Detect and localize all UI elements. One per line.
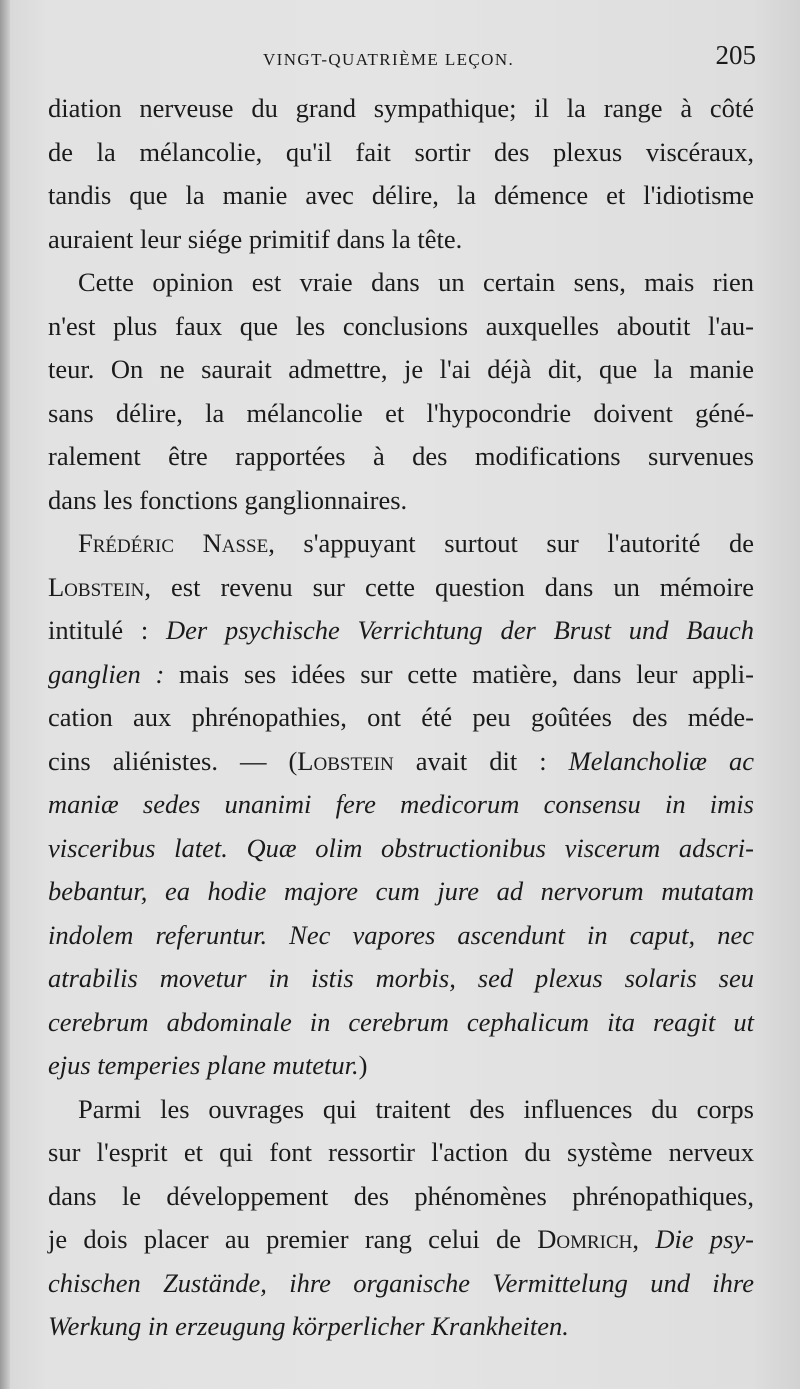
text-run: cins aliénistes. — ( [48, 745, 298, 776]
text-run: avait dit : [393, 745, 569, 776]
text-line [48, 435, 754, 479]
text-run: diation nerveuse du grand sympathique; il la range à côté [48, 93, 754, 123]
text-line [48, 305, 754, 349]
text-line [48, 174, 754, 218]
italic-text: indolem referuntur. Nec vapores ascendunt in caput, nec [48, 919, 754, 950]
text-line [48, 1262, 754, 1306]
italic-text: cerebrum abdominale in cerebrum cephalicum ita reagit ut [48, 1006, 754, 1037]
italic-text: visceribus latet. Quæ olim obstructionibus viscerum adscri- [48, 832, 754, 863]
running-title: VINGT-QUATRIÈME LEÇON. [263, 50, 515, 69]
text-line [48, 783, 754, 827]
text-line [48, 609, 754, 653]
text-line [48, 566, 754, 610]
text-line [48, 218, 754, 262]
text-run: sans délire, la mélancolie et l'hypocondrie doivent géné- [48, 397, 754, 428]
italic-text: Die psy- [655, 1224, 755, 1254]
text-line [48, 914, 754, 958]
running-head [48, 38, 756, 78]
text-line [48, 870, 754, 914]
text-run: mais ses idées sur cette matière, dans leur appli- [164, 658, 754, 689]
text-line [48, 261, 754, 305]
text-line [48, 827, 754, 871]
text-line [48, 1044, 754, 1088]
text-run: dans les fonctions ganglionnaires. [48, 484, 408, 515]
text-run: tandis que la manie avec délire, la démence et l'idiotisme [48, 180, 754, 210]
text-run: , s'appuyant surtout sur l'autorité de [268, 528, 755, 558]
text-run: intitulé : [48, 615, 166, 645]
text-line [48, 1131, 754, 1175]
author-name: Lobstein [297, 745, 394, 776]
text-line [48, 479, 754, 523]
text-line [48, 696, 754, 740]
text-line [48, 653, 754, 697]
text-line [48, 392, 754, 436]
author-name: Frédéric Nasse [78, 528, 269, 558]
body-text [48, 87, 754, 1349]
italic-text: ganglien : [48, 658, 165, 689]
text-line [48, 522, 754, 566]
text-run: ) [358, 1050, 368, 1080]
text-run: je dois placer au premier rang celui de [48, 1224, 538, 1254]
text-line [48, 1218, 754, 1262]
text-run: , est revenu sur cette question dans un mémoire [144, 571, 754, 602]
text-run: n'est plus faux que les conclusions auxquelles aboutit l'au- [48, 310, 754, 341]
text-run: dans le développement des phénomènes phrénopathiques, [48, 1180, 754, 1211]
page-number: 205 [715, 40, 756, 70]
italic-text: chischen Zustände, ihre organische Vermittelung und ihre [48, 1267, 754, 1298]
italic-text: atrabilis movetur in istis morbis, sed plexus solaris seu [48, 963, 754, 993]
italic-text: Der psychische Verrichtung der Brust und Bauch [166, 615, 754, 645]
text-line [48, 1305, 754, 1349]
text-line [48, 1088, 754, 1132]
text-line [48, 131, 754, 175]
italic-text: Werkung in erzeugung körperlicher Krankheiten. [48, 1311, 569, 1341]
text-run: , [632, 1224, 656, 1254]
text-run: Cette opinion est vraie dans un certain sens, mais rien [78, 267, 754, 297]
text-run: cation aux phrénopathies, ont été peu goûtées des méde- [48, 702, 754, 732]
text-run: sur l'esprit et qui font ressortir l'action du système nerveux [48, 1137, 754, 1167]
italic-text: bebantur, ea hodie majore cum jure ad nervorum mutatam [48, 876, 754, 906]
text-line [48, 1175, 754, 1219]
text-run: ralement être rapportées à des modifications survenues [48, 441, 754, 471]
author-name: Lobstein [48, 571, 145, 602]
text-run: Parmi les ouvrages qui traitent des influences du corps [78, 1093, 754, 1124]
italic-text: ejus temperies plane mutetur. [48, 1050, 359, 1080]
text-line [48, 348, 754, 392]
text-line [48, 957, 754, 1001]
text-run: auraient leur siége primitif dans la tête. [48, 223, 463, 254]
italic-text: maniæ sedes unanimi fere medicorum consensu in imis [48, 789, 754, 819]
author-name: Domrich [537, 1224, 633, 1254]
text-run: teur. On ne saurait admettre, je l'ai déjà dit, que la manie [48, 354, 754, 384]
text-line [48, 1001, 754, 1045]
italic-text: Melancholiæ ac [568, 745, 755, 776]
text-line [48, 740, 754, 784]
text-run: de la mélancolie, qu'il fait sortir des plexus viscéraux, [48, 136, 754, 167]
text-line [48, 87, 754, 131]
